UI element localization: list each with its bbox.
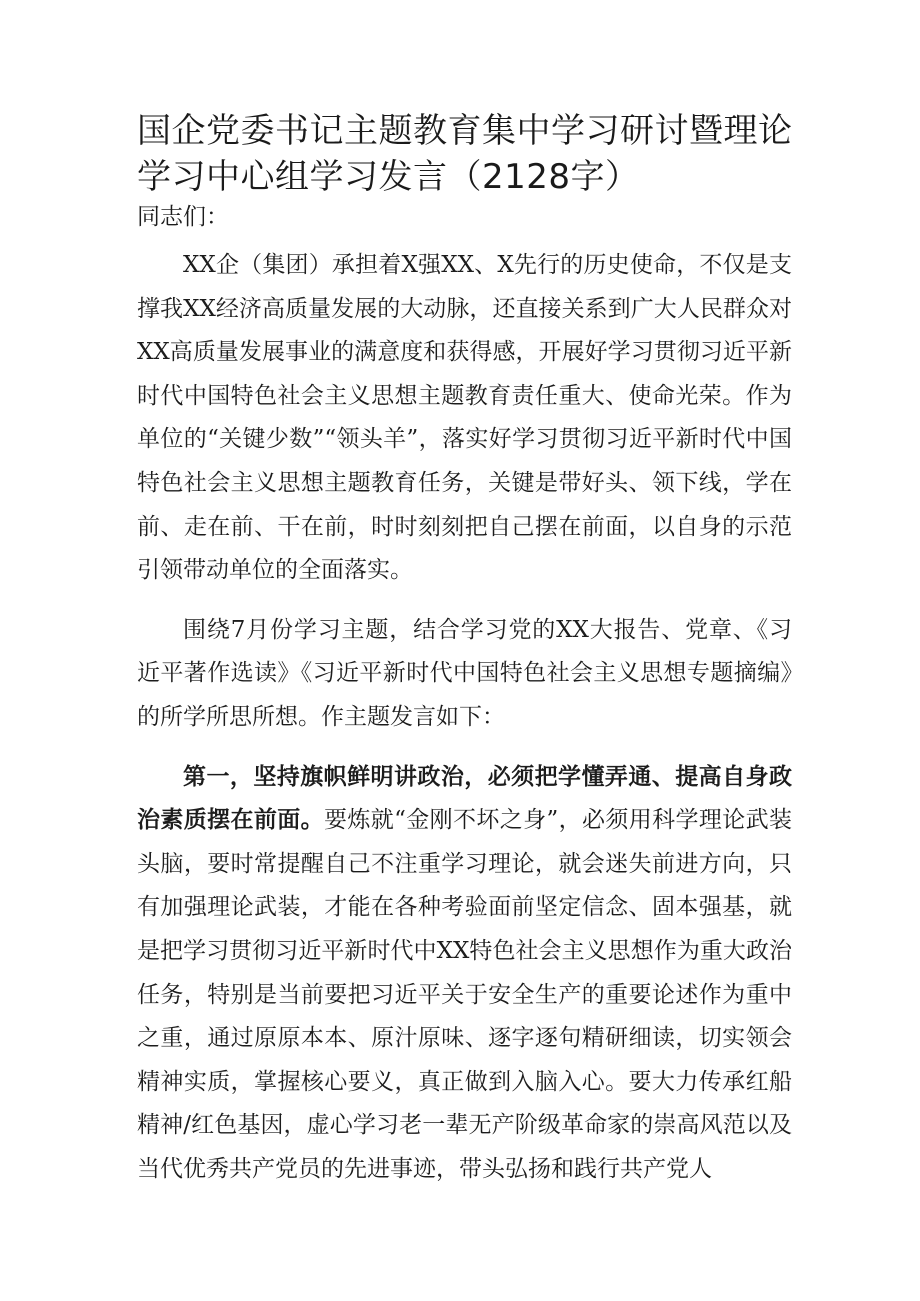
paragraph-3 [137, 756, 792, 1192]
paragraph-3-text: 要炼就“金刚不坏之身”，必须用科学理论武装头脑，要时常提醒自己不注重学习理论，就会迷失前进方向，只有加强理论武装，才能在各种考验面前坚定信念、固本强基，就是把学习贯彻习近平新时代中XX特色社会主义思想作为重大政治任务，特别是当前要把习近平关于安全生产的重要论述作为重中之重，通过原原本本、原汁原味、逐字逐句精研细读，切实领会精神实质，掌握核心要义，真正做到入脑入心。要大力传承红船精神/红色基因，虚心学习老一辈无产阶级革命家的崇高风范以及当代优秀共产党员的先进事迹，带头弘扬和践行共产党人 [137, 807, 792, 1182]
salutation: 同志们： [137, 204, 229, 230]
paragraph-1-text: XX企（集团）承担着X强XX、X先行的历史使命，不仅是支撑我XX经济高质量发展的大动脉，还直接关系到广大人民群众对XX高质量发展事业的满意度和获得感，开展好学习贯彻习近平新时代中国特色社会主义思想主题教育责任重大、使命光荣。作为单位的“关键少数”“领头羊”，落实好学习贯彻习近平新时代中国特色社会主义思想主题教育任务，关键是带好头、领下线，学在前、走在前、干在前，时时刻刻把自己摆在前面，以自身的示范引领带动单位的全面落实。 [137, 252, 792, 584]
document-body [137, 202, 792, 1191]
document-title: 国企党委书记主题教育集中学习研讨暨理论学习中心组学习发言（2128字） [137, 111, 793, 197]
paragraph-2 [137, 609, 792, 740]
paragraph-3-lead: 第一，坚持旗帜鲜明讲政治，必须把学懂弄通、提高自身政治素质摆在前面。 [137, 763, 792, 834]
paragraph-2-text: 围绕7月份学习主题，结合学习党的XX大报告、党章、《习近平著作选读》《习近平新时代中国特色社会主义思想专题摘编》的所学所思所想。作主题发言如下： [137, 616, 792, 730]
paragraph-1 [137, 244, 792, 593]
